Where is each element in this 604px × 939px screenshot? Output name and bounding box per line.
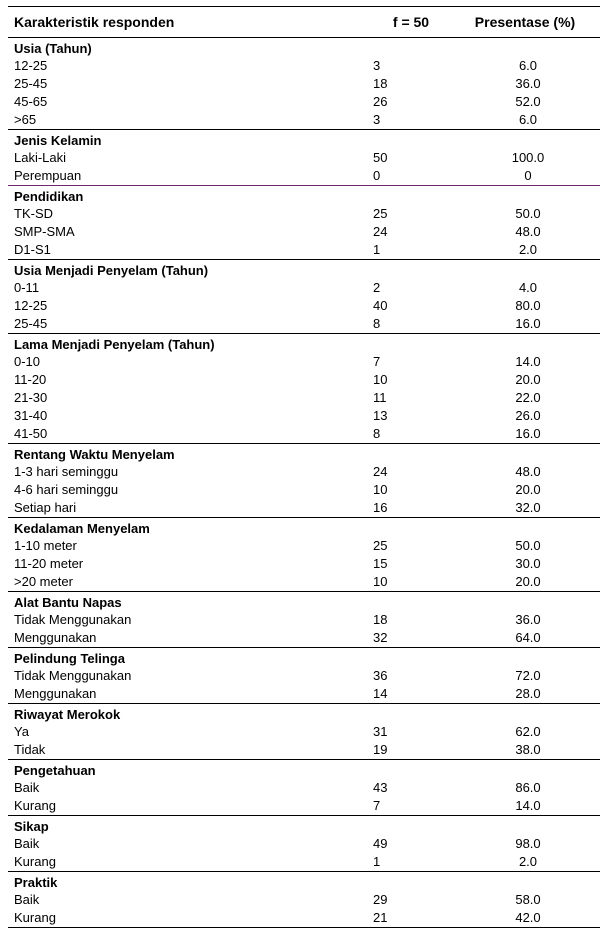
row-label: 12-25: [14, 298, 48, 313]
section-title: Jenis Kelamin: [14, 133, 102, 148]
row-percentage: 0: [524, 168, 532, 183]
section-title: Rentang Waktu Menyelam: [14, 447, 175, 462]
row-percentage: 98.0: [515, 836, 541, 851]
table-row: [8, 463, 600, 481]
row-label: Tidak Menggunakan: [14, 668, 132, 683]
row-label: 1-3 hari seminggu: [14, 464, 119, 479]
table-row: [8, 797, 600, 815]
row-label: Kurang: [14, 798, 56, 813]
row-percentage: 14.0: [515, 798, 541, 813]
table-row: [8, 835, 600, 853]
table-row: [8, 555, 600, 573]
row-label: SMP-SMA: [14, 224, 75, 239]
row-label: Kurang: [14, 854, 56, 869]
row-label: 0-11: [14, 280, 40, 295]
table-row: [8, 909, 600, 927]
row-frequency: 14: [373, 686, 388, 701]
row-percentage: 6.0: [518, 58, 538, 73]
section-title: Praktik: [14, 875, 58, 890]
table-section: [8, 704, 600, 760]
row-frequency: 7: [373, 354, 381, 369]
table-row: [8, 611, 600, 629]
table-section: [8, 38, 600, 130]
table-row: [8, 75, 600, 93]
section-title: Lama Menjadi Penyelam (Tahun): [14, 337, 215, 352]
row-label: 4-6 hari seminggu: [14, 482, 119, 497]
table-header: [8, 7, 600, 38]
table-row: [8, 481, 600, 499]
row-percentage: 38.0: [515, 742, 541, 757]
table-body: [8, 38, 600, 928]
row-label: Ya: [14, 724, 29, 739]
row-label: Tidak Menggunakan: [14, 612, 132, 627]
row-percentage: 6.0: [518, 112, 538, 127]
table-row: [8, 389, 600, 407]
row-percentage: 58.0: [515, 892, 541, 907]
row-label: 12-25: [14, 58, 48, 73]
row-percentage: 16.0: [515, 426, 541, 441]
table-row: [8, 779, 600, 797]
row-frequency: 1: [373, 242, 381, 257]
row-label: 1-10 meter: [14, 538, 77, 553]
row-frequency: 40: [373, 298, 388, 313]
table-row: [8, 371, 600, 389]
row-frequency: 19: [373, 742, 388, 757]
row-label: Kurang: [14, 910, 56, 925]
section-title: Alat Bantu Napas: [14, 595, 122, 610]
row-frequency: 26: [373, 94, 388, 109]
row-label: Tidak: [14, 742, 46, 757]
table-row: [8, 499, 600, 517]
row-percentage: 62.0: [515, 724, 541, 739]
row-label: 11-20: [14, 372, 47, 387]
table-section: [8, 592, 600, 648]
row-label: Menggunakan: [14, 630, 97, 645]
header-percentage: Presentase (%): [474, 14, 576, 30]
section-title: Riwayat Merokok: [14, 707, 121, 722]
section-title: Pelindung Telinga: [14, 651, 125, 666]
section-title: Pendidikan: [14, 189, 84, 204]
row-percentage: 30.0: [515, 556, 541, 571]
table-section: [8, 334, 600, 444]
row-label: TK-SD: [14, 206, 53, 221]
section-title: Pengetahuan: [14, 763, 96, 778]
table-row: [8, 315, 600, 333]
row-frequency: 16: [373, 500, 388, 515]
row-percentage: 20.0: [515, 482, 541, 497]
table-row: [8, 279, 600, 297]
row-frequency: 43: [373, 780, 388, 795]
row-frequency: 49: [373, 836, 388, 851]
row-percentage: 2.0: [518, 854, 538, 869]
row-percentage: 50.0: [515, 206, 541, 221]
row-frequency: 3: [373, 112, 381, 127]
row-frequency: 10: [373, 482, 388, 497]
row-percentage: 42.0: [515, 910, 541, 925]
row-frequency: 31: [373, 724, 388, 739]
table-row: [8, 629, 600, 647]
row-percentage: 22.0: [515, 390, 541, 405]
row-percentage: 20.0: [515, 574, 541, 589]
row-frequency: 25: [373, 206, 388, 221]
row-percentage: 32.0: [515, 500, 541, 515]
row-frequency: 32: [373, 630, 388, 645]
row-label: 31-40: [14, 408, 48, 423]
table-row: [8, 723, 600, 741]
row-percentage: 48.0: [515, 224, 541, 239]
row-frequency: 13: [373, 408, 388, 423]
table-section: [8, 260, 600, 334]
row-label: 0-10: [14, 354, 41, 369]
section-title: Usia Menjadi Penyelam (Tahun): [14, 263, 209, 278]
row-label: >65: [14, 112, 37, 127]
table-row: [8, 167, 600, 185]
row-percentage: 80.0: [515, 298, 541, 313]
table-row: [8, 353, 600, 371]
header-characteristic: Karakteristik responden: [14, 14, 175, 30]
row-frequency: 18: [373, 612, 388, 627]
table-section: [8, 186, 600, 260]
row-frequency: 24: [373, 464, 388, 479]
characteristics-table: [8, 6, 600, 928]
header-frequency: f = 50: [392, 14, 430, 30]
row-label: D1-S1: [14, 242, 51, 257]
row-frequency: 21: [373, 910, 388, 925]
section-title: Sikap: [14, 819, 49, 834]
row-frequency: 50: [373, 150, 388, 165]
section-title: Kedalaman Menyelam: [14, 521, 150, 536]
table-row: [8, 573, 600, 591]
row-label: 11-20 meter: [14, 556, 84, 571]
table-row: [8, 223, 600, 241]
table-section: [8, 444, 600, 518]
row-label: Laki-Laki: [14, 150, 67, 165]
row-label: 25-45: [14, 316, 48, 331]
row-percentage: 20.0: [515, 372, 541, 387]
row-percentage: 16.0: [515, 316, 541, 331]
table-section: [8, 518, 600, 592]
row-label: Baik: [14, 892, 40, 907]
row-label: >20 meter: [14, 574, 73, 589]
row-frequency: 10: [373, 372, 388, 387]
row-percentage: 86.0: [515, 780, 541, 795]
row-frequency: 18: [373, 76, 388, 91]
table-section: [8, 760, 600, 816]
row-label: 21-30: [14, 390, 48, 405]
row-label: 41-50: [14, 426, 48, 441]
row-label: Setiap hari: [14, 500, 77, 515]
row-frequency: 8: [373, 316, 381, 331]
table-row: [8, 425, 600, 443]
row-frequency: 11: [373, 390, 387, 405]
row-percentage: 50.0: [515, 538, 541, 553]
table-row: [8, 241, 600, 259]
row-frequency: 1: [373, 854, 381, 869]
table-row: [8, 57, 600, 75]
table-row: [8, 149, 600, 167]
table-row: [8, 407, 600, 425]
row-percentage: 52.0: [515, 94, 541, 109]
table-row: [8, 537, 600, 555]
table-row: [8, 93, 600, 111]
row-percentage: 4.0: [518, 280, 538, 295]
row-label: Menggunakan: [14, 686, 97, 701]
table-row: [8, 853, 600, 871]
row-frequency: 36: [373, 668, 388, 683]
row-frequency: 3: [373, 58, 381, 73]
row-percentage: 26.0: [515, 408, 541, 423]
row-frequency: 8: [373, 426, 381, 441]
row-frequency: 29: [373, 892, 388, 907]
row-percentage: 48.0: [515, 464, 541, 479]
table-row: [8, 111, 600, 129]
row-frequency: 0: [373, 168, 381, 183]
row-percentage: 28.0: [515, 686, 541, 701]
table-row: [8, 667, 600, 685]
table-row: [8, 741, 600, 759]
row-percentage: 36.0: [515, 612, 541, 627]
table-section: [8, 130, 600, 186]
row-label: Baik: [14, 780, 40, 795]
row-frequency: 2: [373, 280, 381, 295]
row-percentage: 36.0: [515, 76, 541, 91]
table-row: [8, 297, 600, 315]
row-percentage: 64.0: [515, 630, 541, 645]
row-label: Baik: [14, 836, 40, 851]
table-row: [8, 891, 600, 909]
table-row: [8, 205, 600, 223]
row-label: Perempuan: [14, 168, 82, 183]
section-title: Usia (Tahun): [14, 41, 92, 56]
row-frequency: 7: [373, 798, 381, 813]
row-frequency: 15: [373, 556, 388, 571]
row-percentage: 72.0: [515, 668, 541, 683]
row-percentage: 100.0: [511, 150, 545, 165]
table-section: [8, 648, 600, 704]
row-frequency: 25: [373, 538, 388, 553]
row-frequency: 10: [373, 574, 388, 589]
row-label: 25-45: [14, 76, 48, 91]
table-section: [8, 872, 600, 928]
row-percentage: 14.0: [515, 354, 541, 369]
row-percentage: 2.0: [518, 242, 538, 257]
row-frequency: 24: [373, 224, 388, 239]
table-row: [8, 685, 600, 703]
row-label: 45-65: [14, 94, 48, 109]
table-section: [8, 816, 600, 872]
